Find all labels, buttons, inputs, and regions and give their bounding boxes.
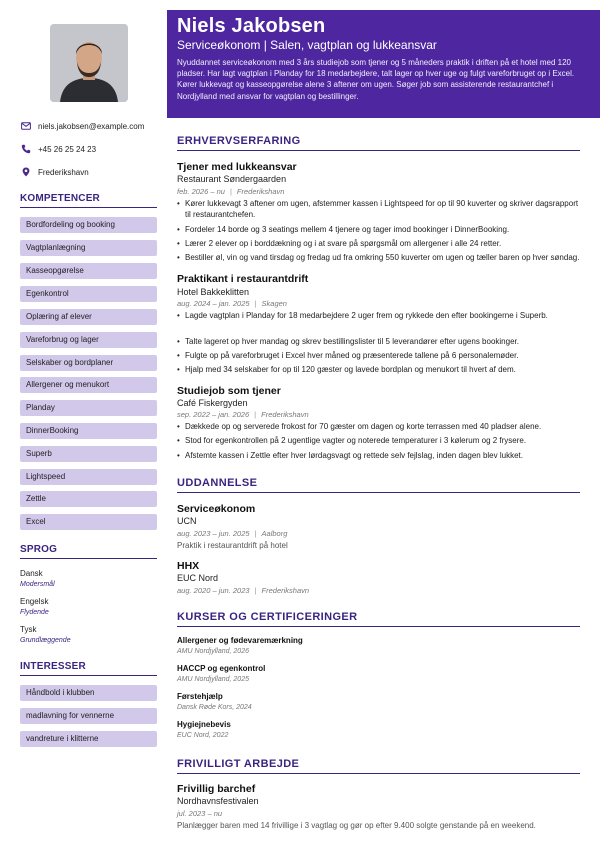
education-note: Praktik i restaurantdrift på hotel [177, 541, 288, 550]
email-icon [20, 120, 32, 132]
person-name: Niels Jakobsen [177, 15, 326, 37]
course-title: Allergener og fødevaremærkning [177, 636, 303, 645]
interest-chip: vandreture i klitterne [20, 731, 157, 747]
job-bullet: • Fulgte op på vareforbruget i Excel hver måned og præsenterede tallene på 6 personalemøder. [177, 350, 580, 361]
volunteer-org: Nordhavnsfestivalen [177, 796, 259, 806]
profile-photo [50, 24, 128, 102]
location-text: Frederikshavn [38, 167, 89, 177]
person-title: Serviceøkonom | Salen, vagtplan og lukkeansvar [177, 38, 437, 52]
education-school: EUC Nord [177, 573, 219, 583]
volunteer-heading: FRIVILLIGT ARBEJDE [177, 758, 580, 774]
language-level: Flydende [20, 609, 49, 616]
job-company: Hotel Bakkeklitten [177, 287, 250, 297]
job-meta: sep. 2022 – jan. 2026 | Frederikshavn [177, 410, 309, 419]
education-school: UCN [177, 516, 197, 526]
header-banner [167, 10, 600, 118]
job-dates: sep. 2022 – jan. 2026 [177, 410, 250, 419]
job-bullet: • Bestiller øl, vin og vand tirsdag og fredag ud fra omkring 550 kuverter om ugen og tæller baren op hver søndag. [177, 252, 580, 263]
job-company: Restaurant Søndergaarden [177, 174, 287, 184]
skill-chip: Lightspeed [20, 469, 157, 485]
job-title: Studiejob som tjener [177, 385, 281, 397]
course-meta: Dansk Røde Kors, 2024 [177, 704, 252, 711]
job-place: Frederikshavn [236, 187, 285, 196]
phone-icon [20, 143, 32, 155]
interests-heading: INTERESSER [20, 661, 157, 676]
interest-chip: Håndbold i klubben [20, 685, 157, 701]
job-company: Café Fiskergyden [177, 398, 248, 408]
job-bullet: • Afstemte kassen i Zettle efter hver lørdagsvagt og rettede selv fejlslag, inden dagen blev lukket. [177, 450, 580, 461]
course-meta: EUC Nord, 2022 [177, 732, 229, 739]
course-title: HACCP og egenkontrol [177, 664, 266, 673]
skill-chip: Allergener og menukort [20, 377, 157, 393]
skill-chip: Excel [20, 514, 157, 530]
language-name: Dansk [20, 569, 43, 578]
experience-heading: ERHVERVSERFARING [177, 135, 580, 151]
contact-phone[interactable] [20, 143, 96, 155]
skill-chip: Superb [20, 446, 157, 462]
language-level: Grundlæggende [20, 637, 71, 644]
skill-chip: Vareforbrug og lager [20, 332, 157, 348]
course-meta: AMU Nordjylland, 2026 [177, 648, 249, 655]
job-bullet: • Hjalp med 34 selskaber for op til 120 gæster og lavede bordplan og menukort til hvert af dem. [177, 364, 580, 375]
course-meta: AMU Nordjylland, 2025 [177, 676, 249, 683]
skill-chip: Selskaber og bordplaner [20, 355, 157, 371]
education-title: HHX [177, 560, 200, 572]
job-bullet: • Lagde vagtplan i Planday for 18 medarbejdere 2 uger frem og rykkede den efter bookingerne i Superb. [177, 310, 580, 321]
volunteer-dates: jul. 2023 – nu [177, 809, 223, 818]
job-meta: feb. 2026 – nu | Frederikshavn [177, 187, 285, 196]
sidebar [0, 0, 167, 849]
skill-chip: Vagtplanlægning [20, 240, 157, 256]
course-title: Førstehjælp [177, 692, 223, 701]
job-bullet: • Fordeler 14 borde og 3 seatings mellem 4 tjenere og tager imod bookinger i DinnerBooking. [177, 224, 580, 235]
skill-chip: Oplæring af elever [20, 309, 157, 325]
profile-summary: Nyuddannet serviceøkonom med 3 års studiejob som tjener og 5 måneders praktik i driften på et hotel med 120 pladser. Har lagt vagtplan i Planday for 18 medarbejdere, talt lager op hver uge og fulgt vareforbruget op i Excel. Kører lukkevagt og kasseopgørelse alene 3 aftener om ugen. Søger job som assisterende restaurantchef i Nordjylland med ansvar for vagtplan og bestillinger. [177, 58, 575, 101]
education-dates: aug. 2020 – jun. 2023 [177, 586, 250, 595]
contact-email[interactable] [20, 120, 144, 132]
courses-heading: KURSER OG CERTIFICERINGER [177, 611, 580, 627]
skills-heading: KOMPETENCER [20, 193, 157, 208]
job-bullet: • Talte lageret op hver mandag og skrev bestillingslister til 5 leverandører efter ugens bookinger. [177, 336, 580, 347]
interest-chip: madlavning for vennerne [20, 708, 157, 724]
job-place: Frederikshavn [261, 410, 309, 419]
skill-chip: Bordfordeling og booking [20, 217, 157, 233]
job-title: Tjener med lukkeansvar [177, 161, 297, 173]
skill-chip: Zettle [20, 491, 157, 507]
job-dates: aug. 2024 – jan. 2025 [177, 299, 250, 308]
skill-chip: Egenkontrol [20, 286, 157, 302]
job-meta: aug. 2024 – jan. 2025 | Skagen [177, 299, 287, 308]
job-dates: feb. 2026 – nu [177, 187, 225, 196]
language-name: Engelsk [20, 597, 49, 606]
education-meta: aug. 2023 – jun. 2025 | Aalborg [177, 529, 288, 538]
phone-text: +45 26 25 24 23 [38, 144, 97, 154]
language-name: Tysk [20, 625, 37, 634]
skill-chip: Kasseopgørelse [20, 263, 157, 279]
contact-location [20, 166, 89, 178]
course-title: Hygiejnebevis [177, 720, 231, 729]
job-bullet: • Kører lukkevagt 3 aftener om ugen, afstemmer kassen i Lightspeed for op til 90 kuverter og skriver dagsrapport til restaurantchefen. [177, 198, 580, 221]
languages-heading: SPROG [20, 544, 157, 559]
job-title: Praktikant i restaurantdrift [177, 273, 309, 285]
email-text: niels.jakobsen@example.com [38, 121, 145, 131]
job-bullet: • Dækkede op og serverede frokost for 70 gæster om dagen og korte terrassen med 40 pladser alene. [177, 421, 580, 432]
education-dates: aug. 2023 – jun. 2025 [177, 529, 250, 538]
job-bullet: • Stod for egenkontrollen på 2 ugentlige vagter og noterede temperaturer i 3 kølerum og 2 frysere. [177, 435, 580, 446]
education-heading: UDDANNELSE [177, 477, 580, 493]
job-bullet: • Lærer 2 elever op i borddækning og i at svare på spørgsmål om allergener i alle 24 retter. [177, 238, 580, 249]
education-meta: aug. 2020 – jun. 2023 | Frederikshavn [177, 586, 310, 595]
education-title: Serviceøkonom [177, 503, 256, 515]
location-pin-icon [20, 166, 32, 178]
volunteer-note: Planlægger baren med 14 frivillige i 3 vagtlag og gør op efter 9.400 solgte genstande på en weekend. [177, 821, 536, 830]
language-level: Modersmål [20, 581, 55, 588]
skill-chip: DinnerBooking [20, 423, 157, 439]
volunteer-title: Frivillig barchef [177, 783, 256, 795]
education-place: Frederikshavn [261, 586, 310, 595]
job-place: Skagen [261, 299, 287, 308]
education-place: Aalborg [261, 529, 288, 538]
skill-chip: Planday [20, 400, 157, 416]
